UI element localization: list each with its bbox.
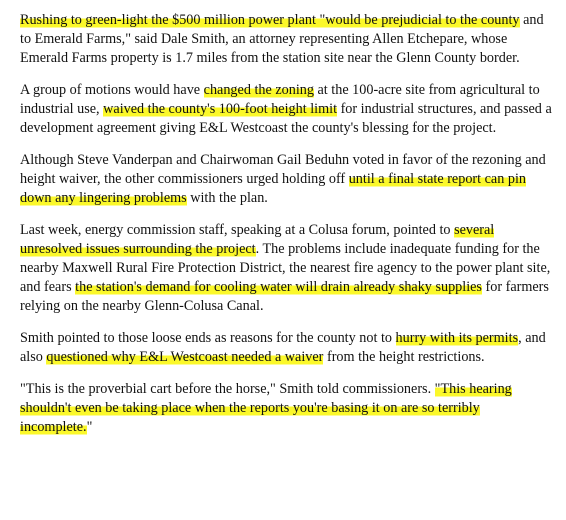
body-text: Last week, energy commission staff, speaking at a Colusa forum, pointed to bbox=[20, 222, 455, 238]
paragraph-2 bbox=[20, 81, 552, 138]
body-text: A group of motions would have bbox=[20, 82, 204, 98]
paragraph-3 bbox=[20, 151, 552, 208]
highlighted-text: changed the zoning bbox=[203, 82, 314, 98]
highlighted-text: until a final state report can pin down any lingering problems bbox=[20, 171, 526, 206]
body-text: at the 100-acre site from agricultural to industrial use, bbox=[20, 82, 540, 117]
body-text: , and also bbox=[20, 330, 546, 365]
paragraph-5 bbox=[20, 329, 552, 367]
body-text: for farmers relying on the nearby Glenn-Colusa Canal. bbox=[20, 279, 549, 314]
body-text: Although Steve Vanderpan and Chairwoman Gail Beduhn voted in favor of the rezoning and height waiver, the other commissioners urged holding off bbox=[20, 152, 546, 187]
highlighted-text: questioned why E&L Westcoast needed a waiver bbox=[46, 349, 324, 365]
body-text: and to Emerald Farms," said Dale Smith, an attorney representing Allen Etchepare, whose Emerald Farms property is 1.7 miles from the station site near the Glenn County border. bbox=[20, 12, 544, 66]
body-text: for industrial structures, and passed a development agreement giving E&L Westcoast the county's blessing for the project. bbox=[20, 101, 552, 136]
body-text: with the plan. bbox=[186, 190, 268, 206]
highlighted-text: hurry with its permits bbox=[395, 330, 519, 346]
body-text: . The problems include inadequate funding for the nearby Maxwell Rural Fire Protection District, the nearest fire agency to the power plant site, and fears bbox=[20, 241, 551, 295]
body-text: from the height restrictions. bbox=[323, 349, 485, 365]
highlighted-text: several unresolved issues surrounding the project bbox=[20, 222, 495, 257]
paragraph-1 bbox=[20, 11, 552, 68]
paragraph-6 bbox=[20, 380, 552, 437]
body-text: " bbox=[86, 419, 93, 435]
highlighted-text: "This hearing shouldn't even be taking place when the reports you're basing it on are so terribly incomplete. bbox=[20, 381, 512, 435]
highlighted-text: waived the county's 100-foot height limit bbox=[103, 101, 338, 117]
body-text: Smith pointed to those loose ends as reasons for the county not to bbox=[20, 330, 396, 346]
paragraph-4 bbox=[20, 221, 552, 316]
body-text: "This is the proverbial cart before the horse," Smith told commissioners. bbox=[20, 381, 435, 397]
highlighted-text: the station's demand for cooling water will drain already shaky supplies bbox=[75, 279, 482, 295]
highlighted-text: Rushing to green-light the $500 million power plant "would be prejudicial to the county bbox=[20, 12, 520, 28]
